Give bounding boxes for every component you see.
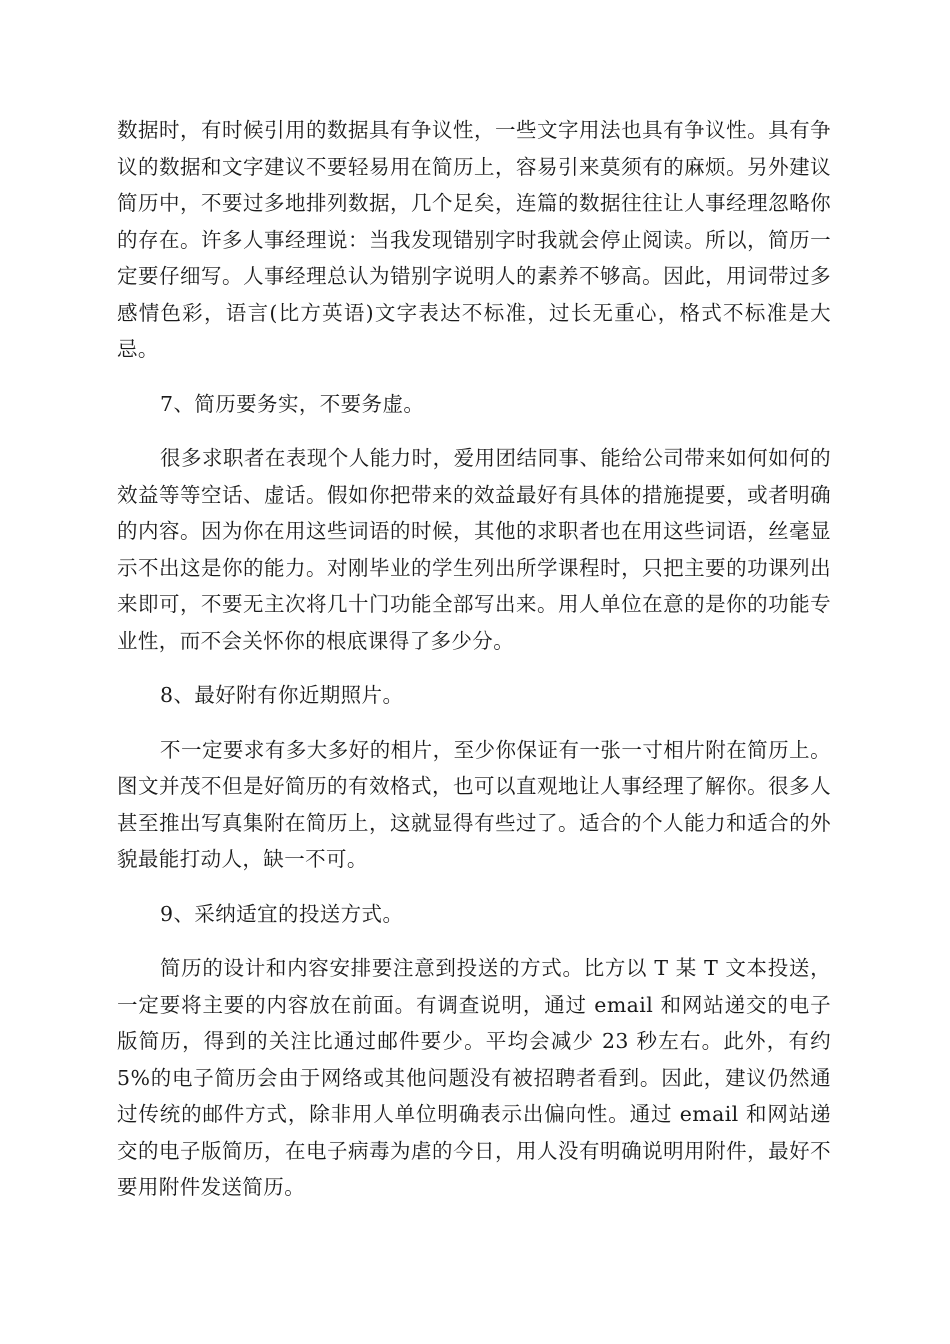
paragraph-data-accuracy: 数据时，有时候引用的数据具有争议性，一些文字用法也具有争议性。具有争议的数据和文字建议不要轻易用在简历上，容易引来莫须有的麻烦。另外建议简历中，不要过多地排列数据，几个足矣，连篇的数据往往让人事经理忽略你的存在。许多人事经理说：当我发现错别字时我就会停止阅读。所以，简历一定要仔细写。人事经理总认为错别字说明人的素养不够高。因此，用词带过多感情色彩，语言(比方英语)文字表达不标准，过长无重心，格式不标准是大忌。 bbox=[117, 118, 831, 361]
paragraph-practical-resume: 很多求职者在表现个人能力时，爱用团结同事、能给公司带来如何如何的效益等等空话、虚话。假如你把带来的效益最好有具体的措施提要，或者明确的内容。因为你在用这些词语的时候，其他的求职者也在用这些词语，丝毫显示不出这是你的能力。对刚毕业的学生列出所学课程时，只把主要的功课列出来即可，不要无主次将几十门功能全部写出来。用人单位在意的是你的功能专业性，而不会关怀你的根底课得了多少分。 bbox=[117, 446, 831, 653]
section-heading-9: 9、采纳适宜的投送方式。 bbox=[160, 901, 404, 926]
paragraph-photo: 不一定要求有多大多好的相片，至少你保证有一张一寸相片附在简历上。图文并茂不但是好简历的有效格式，也可以直观地让人事经理了解你。很多人甚至推出写真集附在简历上，这就显得有些过了。适合的个人能力和适合的外貌最能打动人，缺一不可。 bbox=[117, 737, 831, 871]
document-body bbox=[117, 112, 831, 1224]
section-heading-7: 7、简历要务实，不要务虚。 bbox=[160, 391, 425, 416]
section-heading-8: 8、最好附有你近期照片。 bbox=[160, 683, 404, 707]
paragraph-delivery-method: 简历的设计和内容安排要注意到投送的方式。比方以 T 某 T 文本投送，一定要将主要的内容放在前面。有调查说明，通过 email 和网站递交的电子版简历，得到的关注比通过邮件要少。平均会减少 23 秒左右。此外，有约 5%的电子简历会由于网络或其他问题没有被招聘者看到。因此，建议仍然通过传统的邮件方式，除非用人单位明确表示出偏向性。通过 email 和网站递交的电子版简历，在电子病毒为虐的今日，用人没有明确说明用附件，最好不要用附件发送简历。 bbox=[117, 956, 831, 1199]
